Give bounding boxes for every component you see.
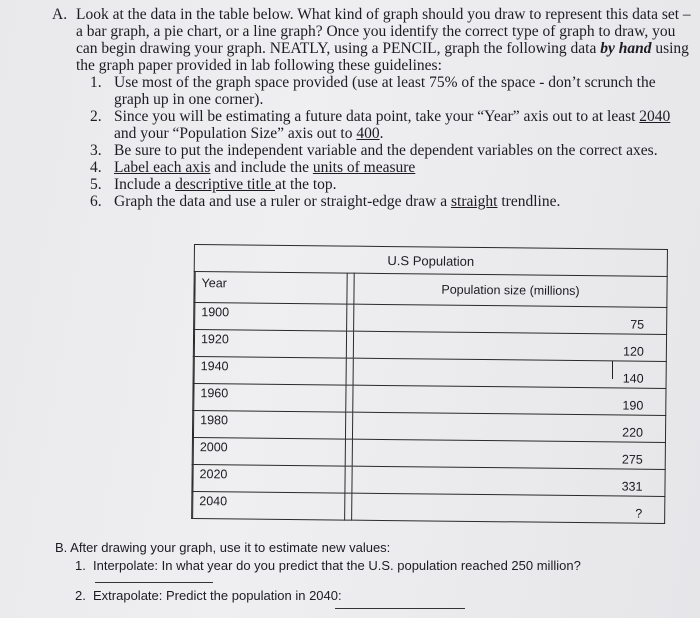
question-text: Extrapolate: Predict the population in 2040: [93,588,342,603]
guideline-text: Graph the data and use a ruler or straight-edge draw a [114,193,451,210]
year-cell: 2000 [199,440,228,455]
guidelines-list [52,74,692,210]
answer-blank-interpolate[interactable] [95,582,213,583]
answer-blank-extrapolate[interactable] [335,608,465,609]
guideline-number: 6. [90,193,102,210]
guideline-text: trendline. [497,193,561,210]
population-cell: 140 [622,371,644,386]
population-table [191,244,668,524]
year-cell: 1960 [200,386,229,401]
guideline-number: 5. [90,176,102,193]
guideline-text: Be sure to put the independent variable and the dependent variables on the correct axes. [114,142,658,159]
year-cell: 2020 [199,467,228,482]
guideline-underlined-label: Label each axis [114,159,211,176]
section-b [55,540,675,604]
population-cell: 275 [621,452,643,467]
section-b-intro: B. After drawing your graph, use it to estimate new values: [55,540,391,555]
guideline-underlined-units: units of measure [312,159,416,176]
header-year: Year [195,272,347,305]
section-a-intro [76,6,692,74]
population-cell: 331 [621,479,643,494]
guideline-number: 4. [90,159,102,176]
question-extrapolate [75,588,675,604]
guideline-text: and include the [210,159,313,176]
guideline-text: and your “Population Size” axis out to [114,125,357,142]
guideline-4 [90,159,692,176]
guideline-text: Use most of the graph space provided (use at least 75% of the space - don’t scrunch the graph up in one corner). [114,74,656,108]
guideline-number: 2. [90,108,102,125]
intro-text-2: using the graph paper provided in lab following these guidelines: [76,40,689,74]
section-a [52,6,692,210]
population-cell: 220 [622,425,644,440]
question-text: Interpolate: In what year do you predict that the U.S. population reached 250 million? [93,558,581,573]
guideline-1 [90,74,692,108]
table-title: U.S Population [194,245,667,277]
question-number: 2. [75,588,86,603]
guideline-2 [90,108,692,142]
intro-text-1: Look at the data in the table below. What kind of graph should you draw to represent this data set – a bar graph, a pie chart, or a line graph? Once you identify the correct type of graph to draw, you can begin drawing your graph. NEATLY, using a PENCIL, graph the following data [76,6,691,57]
guideline-5 [90,176,692,193]
guideline-text: at the top. [274,176,337,193]
header-population: Population size (millions) [354,273,667,307]
section-a-label: A. [52,6,68,23]
guideline-text: Since you will be estimating a future data point, take your “Year” axis out to at least [114,108,640,125]
guideline-3 [90,142,692,159]
year-cell: 1980 [200,413,229,428]
year-cell: 1940 [200,359,229,374]
year-cell: 2040 [199,494,228,509]
table-row [192,491,665,523]
question-number: 1. [75,558,86,573]
population-cell: 75 [630,317,645,332]
guideline-underlined-straight: straight [450,193,498,210]
guideline-number: 3. [90,142,102,159]
guideline-text: Include a [114,176,176,193]
population-cell: 120 [622,344,644,359]
population-cell: 190 [622,398,644,413]
intro-emphasis: by hand [600,40,652,57]
guideline-underlined-2040: 2040 [639,108,671,125]
population-cell: ? [635,506,643,521]
guideline-underlined-title: descriptive title [175,176,275,193]
guideline-6 [90,193,692,210]
table-header-row [194,272,667,308]
pencil-mark [612,361,613,379]
question-interpolate [75,558,675,574]
year-cell: 1900 [201,305,230,320]
guideline-underlined-400: 400 [356,125,380,142]
guideline-text: . [379,125,384,142]
guideline-number: 1. [90,74,102,91]
year-cell: 1920 [200,332,229,347]
